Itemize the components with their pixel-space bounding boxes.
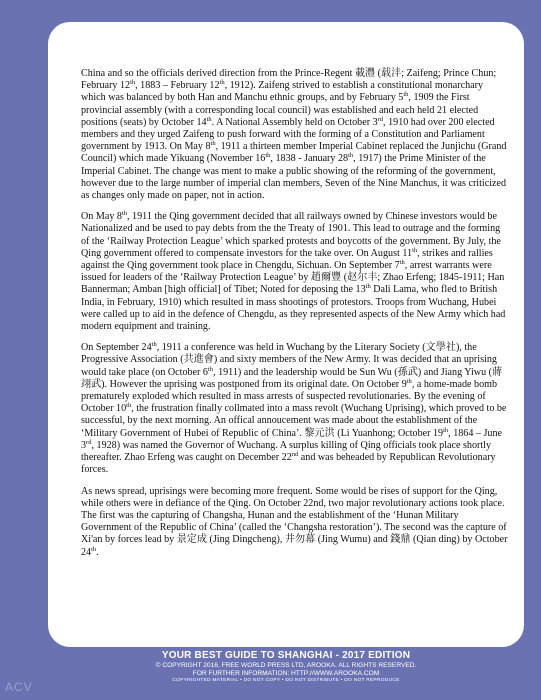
ordinal-suffix: th — [206, 115, 212, 123]
ordinal-suffix: rd — [86, 438, 92, 446]
text-run: . — [96, 546, 99, 558]
text-run: China and so the officials derived direction from the Prince-Regent 載灃 (载沣; Zaifeng; Prince Chun; February 12 — [81, 68, 497, 92]
text-run: , 1912). Zaifeng strived to establish a constitutional monarchary which was balanced by both Han and Manchu ethnic groups, and by February 5 — [81, 80, 484, 104]
text-run: , 1910 had over 200 elected members and they urged Zaifeng to push forward with the forming of a Constitution and Parliament government by 1913. On May 8 — [81, 116, 495, 153]
text-run: , 1911 a thirteen member Imperial Cabinet replaced the Junjichu (Grand Council) which made Yikuang (November 16 — [81, 141, 507, 165]
ordinal-suffix: th — [365, 283, 371, 291]
footer-info: FOR FURTHER INFORMATION: HTTP://WWW.AROOKA.COM — [192, 670, 380, 677]
ordinal-suffix: th — [219, 79, 225, 87]
corner-watermark: ACV — [5, 680, 33, 694]
text-run: , 1911 the Qing government decided that all railways owned by Chinese investors would be Nationalized and be used to pay debts from the the Treaty of 1901. This lead to outrage and the forming of the ‘Railway Protection League’ which sparked protests and boycotts of the government. By July, the Qing government offered to compensate investors for the take over. On August 11 — [81, 211, 501, 259]
text-run: and was beheaded by Republican Revolutionary forces. — [81, 452, 496, 476]
ordinal-suffix: th — [210, 140, 216, 148]
ordinal-suffix: th — [265, 152, 271, 160]
body-text — [81, 68, 510, 559]
document-page — [48, 22, 524, 647]
paragraph — [81, 211, 510, 333]
text-run: On September 24 — [81, 342, 152, 354]
paragraph — [81, 486, 510, 559]
paragraph — [81, 68, 510, 202]
ordinal-suffix: th — [443, 426, 449, 434]
footer — [48, 650, 524, 684]
text-run: On May 8 — [81, 211, 122, 223]
text-run: , arrest warrants were issued for leaders of the ‘Railway Protection League’ by 趙爾豐 (赵尔丰; Zhao Erfeng; 1845-1911; Han Bannerman; Amban [high official] of Tibet; Noted for deposing the 13 — [81, 260, 505, 296]
ordinal-suffix: th — [151, 341, 157, 349]
ordinal-suffix: th — [126, 402, 132, 410]
ordinal-suffix: th — [207, 365, 214, 373]
ordinal-suffix: th — [403, 91, 409, 99]
footer-notice: COPYRIGHTED MATERIAL • DO NOT COPY • DO NOT DISTRIBUTE • DO NOT REPRODUCE — [172, 678, 400, 683]
ordinal-suffix: th — [412, 246, 418, 254]
text-run: , 1909 the First provincial assembly (with a corresponding local council) was established and each held 21 elected positions (seats) by October 14 — [81, 92, 479, 128]
text-run: , 1883 – February 12 — [135, 80, 220, 92]
text-run: , 1911) and the leadership would be Sun Wu (孫武) and Jiang Yiwu (蔣翊武). However the uprising was postponed from its original date. On October 9 — [81, 366, 503, 390]
text-run: As news spread, uprisings were becoming more frequent. Some would be rises of support for the Qing, while others were in defiance of the Qing. On October 22nd, two major revolutionary actions took place. The first was the capturing of Changsha, Hunan and the establishment of the ‘Hunan Military Government of the Republic of China’ (called the ‘Changsha restoration’). The second was the capture of Xi'an by forces lead by 景定成 (Jing Dingcheng), 井勿幕 (Jing Wumu) and 錢鼎 (Qian ding) by October 24 — [81, 485, 508, 558]
ordinal-suffix: th — [121, 210, 127, 218]
text-run: , 1864 – June 3 — [81, 427, 502, 451]
ordinal-suffix: th — [399, 259, 405, 267]
text-run: , 1911 a conference was held in Wuchang by the Literary Society (文學社), the Progressive Association (共進會) and sixty members of the New Army. It was decided that an uprising would take place (on October 6 — [81, 342, 497, 378]
text-run: , 1928) was named the Governor of Wuchang. A surplus killing of Qing officials took place shortly thereafter. Zhao Erfeng was caught on December 22 — [81, 439, 492, 464]
text-run: , 1838 - January 28 — [270, 153, 349, 165]
text-run: , strikes and rallies against the Qing government took place in Chengdu, Sichuan. On September 7 — [81, 247, 493, 272]
text-run: , 1917) the Prime Minister of the Imperial Cabinet. The change was ment to make a public showing of the reforming of the government, however due to the large number of imperial clan members, Seven of the Nine Manchus, it was criticized as changes only made on paper, not in action. — [81, 153, 507, 202]
ordinal-suffix: th — [91, 545, 97, 553]
ordinal-suffix: nd — [291, 451, 299, 459]
ordinal-suffix: th — [406, 377, 412, 385]
ordinal-suffix: th — [348, 152, 354, 160]
ordinal-suffix: th — [130, 79, 136, 87]
text-run: , the frustration finally collmated into a mass revolt (Wuchang Uprising), which proved to be successful, by the next morning. An offical annoucement was made about the establishment of the ‘Military Government of Hubei of Republic of China’. 黎元洪 (Li Yuanhong; October 19 — [81, 403, 507, 439]
footer-copyright: © COPYRIGHT 2016, FREE WORLD PRESS LTD, AROOKA. ALL RIGHTS RESERVED. — [155, 662, 417, 669]
ordinal-suffix: rd — [377, 115, 384, 123]
text-run: Dali Lama, who fled to British India, in February, 1910) which resulted in mass shootings of protestors. Troops from Wuchang, Hubei were called up to aid in the defence of Chengdu, as they represented aspects of the New Army which had modern equipment and training. — [81, 284, 506, 333]
text-run: , a home-made bomb prematurely exploded which resulted in mass arrests of suspected revolutionaries. By the evening of October 10 — [81, 378, 498, 415]
footer-title: YOUR BEST GUIDE TO SHANGHAI - 2017 EDITION — [161, 650, 411, 661]
text-run: . A National Assembly held on October 3 — [211, 116, 378, 128]
paragraph — [81, 342, 510, 476]
